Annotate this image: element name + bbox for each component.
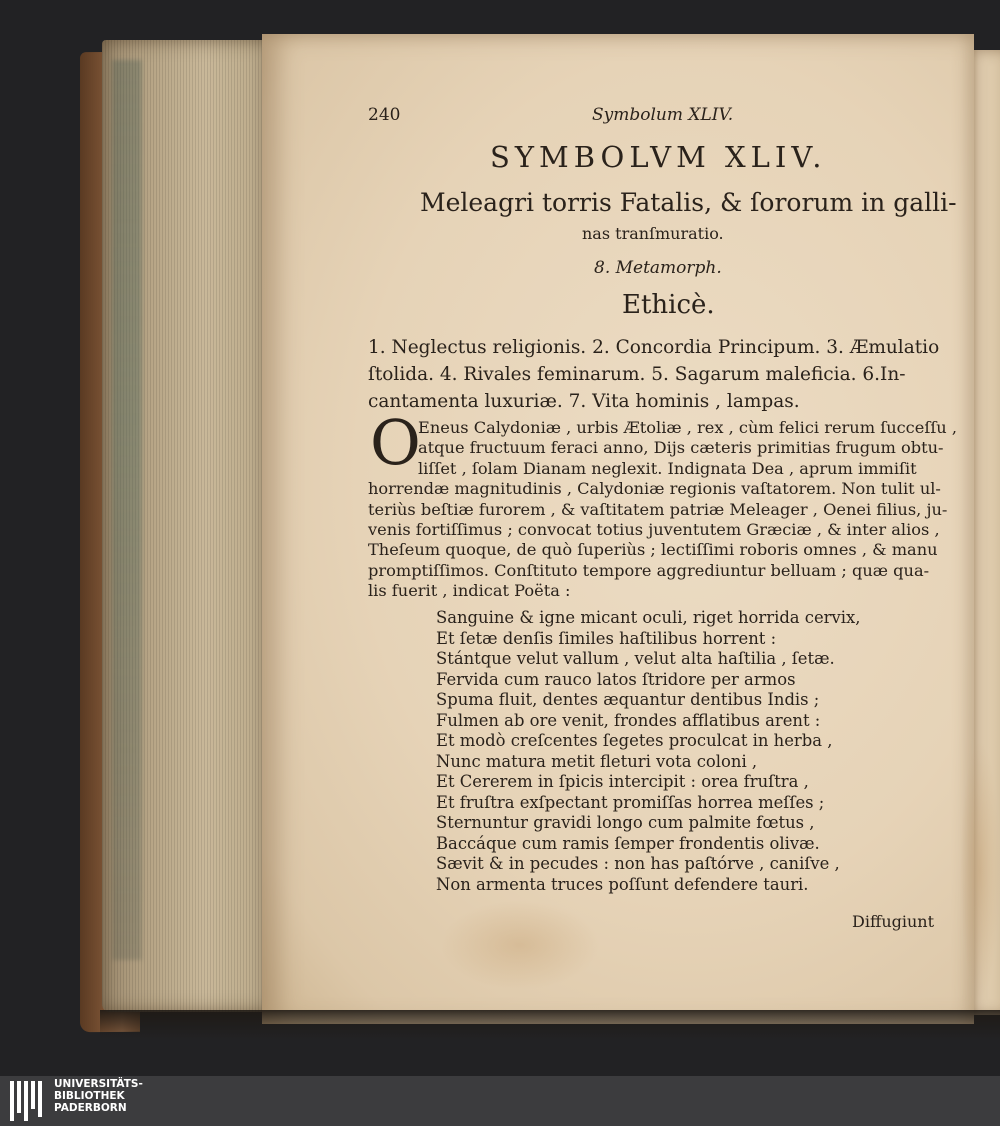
logo-line: BIBLIOTHEK (54, 1090, 125, 1102)
library-logo-text (54, 1078, 143, 1114)
prose-line: horrendæ magnitudinis , Calydoniæ regionis vaſtatorem. Non tulit ul- (368, 479, 941, 499)
prose-line: teriùs beſtiæ furorem , & vaſtitatem patriæ Meleager , Oenei filius, ju- (368, 499, 948, 519)
verse-line: Et modò creſcentes ſegetes proculcat in herba , (436, 731, 833, 750)
verse-quotation (436, 608, 860, 895)
logo-line: UNIVERSITÄTS- (54, 1078, 143, 1090)
verse-line: Et ſetæ denſis ſimiles haſtilibus horrent : (436, 628, 777, 648)
paper-stain (960, 740, 1000, 1000)
verse-line: Spuma fluit, dentes æquantur dentibus Indis ; (436, 690, 820, 709)
prose-line: Eneus Calydoniæ , urbis Ætoliæ , rex , cùm felici rerum ſucceſſu , (418, 418, 958, 437)
subtitle-line-2: nas tranſmuratio. (582, 224, 724, 243)
library-logo-icon (10, 1081, 46, 1121)
verse-line: Et fruſtra exſpectant promiſſas horrea meſſes ; (436, 792, 825, 812)
verse-line: Baccáque cum ramis ſemper frondentis olivæ. (436, 833, 820, 853)
page-title: SYMBOLVM XLIV. (490, 140, 827, 174)
ethice-list (368, 334, 939, 415)
verse-line: Nunc matura metit fleturi vota coloni , (436, 751, 758, 771)
verse-line: Fervida cum rauco latos ſtridore per armos (436, 669, 796, 689)
running-head: Symbolum XLIV. (592, 105, 734, 125)
ethice-list-line: 1. Neglectus religionis. 2. Concordia Principum. 3. Æmulatio (368, 337, 940, 358)
ethice-list-line: cantamenta luxuriæ. 7. Vita hominis , lampas. (368, 391, 800, 412)
library-footer-bar (0, 1076, 1000, 1126)
prose-paragraph (368, 418, 957, 602)
prose-line: venis fortiſſimus ; convocat totius juventutem Græciæ , & inter alios , (368, 520, 940, 540)
book-shadow (100, 1010, 1000, 1040)
verse-line: Stántque velut vallum , velut alta haſtilia , ſetæ. (436, 649, 835, 668)
catchword: Diffugiunt (852, 912, 935, 931)
verse-line: Sanguine & igne micant oculi, riget horrida cervix, (436, 608, 861, 627)
verse-line: Non armenta truces poſſunt defendere tauri. (436, 874, 809, 894)
subtitle-line-1: Meleagri torris Fatalis, & ſororum in galli- (420, 188, 957, 217)
ethice-list-line: ſtolida. 4. Rivales feminarum. 5. Sagarum maleficia. 6.In- (368, 364, 906, 385)
page-number: 240 (368, 105, 401, 125)
prose-line: atque fructuum feraci anno, Dijs cæteris primitias frugum obtu- (418, 438, 944, 458)
prose-line: liſſet , ſolam Dianam neglexit. Indignata Dea , aprum immiſit (418, 458, 917, 478)
edge-stain (112, 60, 142, 960)
section-heading: Ethicè. (622, 290, 715, 320)
logo-line: PADERBORN (54, 1102, 127, 1114)
verse-line: Et Cererem in ſpicis intercipit : orea fruſtra , (436, 772, 809, 791)
prose-line: lis fuerit , indicat Poëta : (368, 581, 571, 601)
source-reference: 8. Metamorph. (594, 258, 722, 278)
prose-line: Theſeum quoque, de quò ſuperiùs ; lectiſſimi roboris omnes , & manu (368, 540, 938, 560)
verse-line: Sternuntur gravidi longo cum palmite fœtus , (436, 813, 815, 832)
verse-line: Fulmen ab ore venit, frondes afflatibus arent : (436, 710, 821, 730)
prose-line: promptiſſimos. Conſtituto tempore aggrediuntur belluam ; quæ qua- (368, 560, 930, 580)
paper-stain (440, 900, 600, 990)
drop-cap: O (370, 406, 421, 479)
verse-line: Sævit & in pecudes : non has paſtórve , caniſve , (436, 854, 840, 873)
